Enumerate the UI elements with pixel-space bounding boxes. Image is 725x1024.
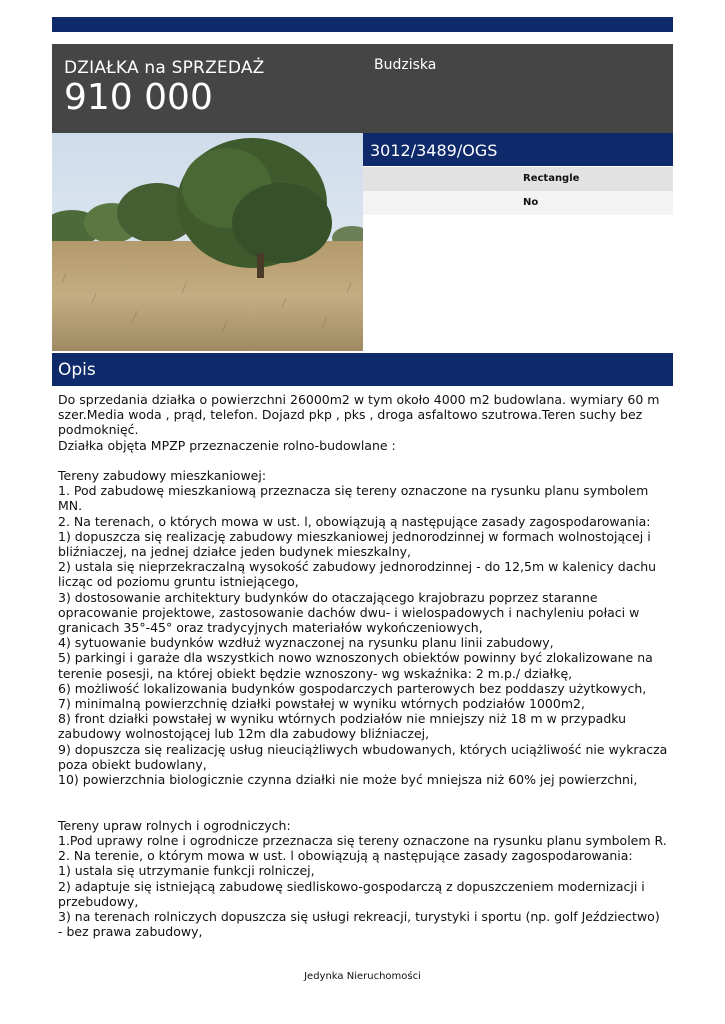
- description-text: Do sprzedania działka o powierzchni 26000m2 w tym około 4000 m2 budowlana. wymiary 60 m szer.Media woda , prąd, telefon. Dojazd pkp , pks , droga asfaltowo szutrowa.Teren suchy bez podmoknięć. Działka objęta MPZP przeznaczenie rolno-budowlane : Tereny zabudowy mieszkaniowej: 1. Pod zabudowę mieszkaniową przeznacza się tereny oznaczone na rysunku planu symbolem MN. 2. Na terenach, o których mowa w ust. l, obowiązują ą następujące zasady zagospodarowania: 1) dopuszcza się realizację zabudowy mieszkaniowej jednorodzinnej w formach wolnostojącej i bliźniaczej, na jednej działce jeden budynek mieszkalny, 2) ustala się nieprzekraczalną wysokość zabudowy jednorodzinnej - do 12,5m w kalenicy dachu licząc od poziomu gruntu istniejącego, 3) dostosowanie architektury budynków do otaczającego krajobrazu poprzez staranne opracowanie projektowe, zastosowanie dachów dwu- i wielospadowych i nachyleniu połaci w granicach 35°-45° oraz tradycyjnych materiałów wykończeniowych, 4) sytuowanie budynków wzdłuż wyznaczonej na rysunku planu linii zabudowy, 5) parkingi i garaże dla wszystkich nowo wznoszonych obiektów powinny być zlokalizowane na terenie posesji, na której obiekt będzie wznoszony- wg wskaźnika: 2 m.p./ działkę, 6) możliwość lokalizowania budynków gospodarczych parterowych bez poddaszy użytkowych, 7) minimalną powierzchnię działki powstałej w wyniku wtórnych podziałów 1000m2, 8) front działki powstałej w wyniku wtórnych podziałów nie mniejszy niż 18 m w przypadku zabudowy wolnostojącej lub 12m dla zabudowy bliźniaczej, 9) dopuszcza się realizację usług nieuciążliwych wbudowanych, których uciążliwość nie wykracza poza obiekt budowlany, 10) powierzchnia biologicznie czynna działki nie może być mniejsza niż 60% jej powierzchni, Tereny upraw rolnych i ogrodniczych: 1.Pod uprawy rolne i ogrodnicze przeznacza się tereny oznaczone na rysunku planu symbolem R. 2. Na terenie, o którym mowa w ust. l obowiązują ą następujące zasady zagospodarowania: 1) ustala się utrzymanie funkcji rolniczej, 2) adaptuje się istniejącą zabudowę siedliskowo-gospodarczą z dopuszczeniem modernizacji i przebudowy, 3) na terenach rolniczych dopuszcza się usługi rekreacji, turystyki i sportu (np. golf Jeździectwo) - bez prawa zabudowy,: [58, 392, 668, 940]
- detail-value: Rectangle: [523, 173, 580, 184]
- listing-price: 910 000: [64, 77, 213, 118]
- top-accent-bar: [52, 17, 673, 32]
- reference-number: 3012/3489/OGS: [370, 141, 498, 160]
- detail-row: [363, 167, 673, 191]
- listing-header: [52, 44, 673, 133]
- listing-type: DZIAŁKA na SPRZEDAŻ: [64, 58, 265, 78]
- description-heading: Opis: [58, 360, 96, 380]
- listing-city: Budziska: [374, 57, 437, 73]
- detail-row: [363, 191, 673, 215]
- property-photo: [52, 133, 363, 351]
- detail-value: No: [523, 197, 539, 208]
- reference-number-bar: [363, 133, 673, 166]
- description-heading-bar: [52, 353, 673, 386]
- footer-agency: Jedynka Nieruchomości: [304, 971, 421, 982]
